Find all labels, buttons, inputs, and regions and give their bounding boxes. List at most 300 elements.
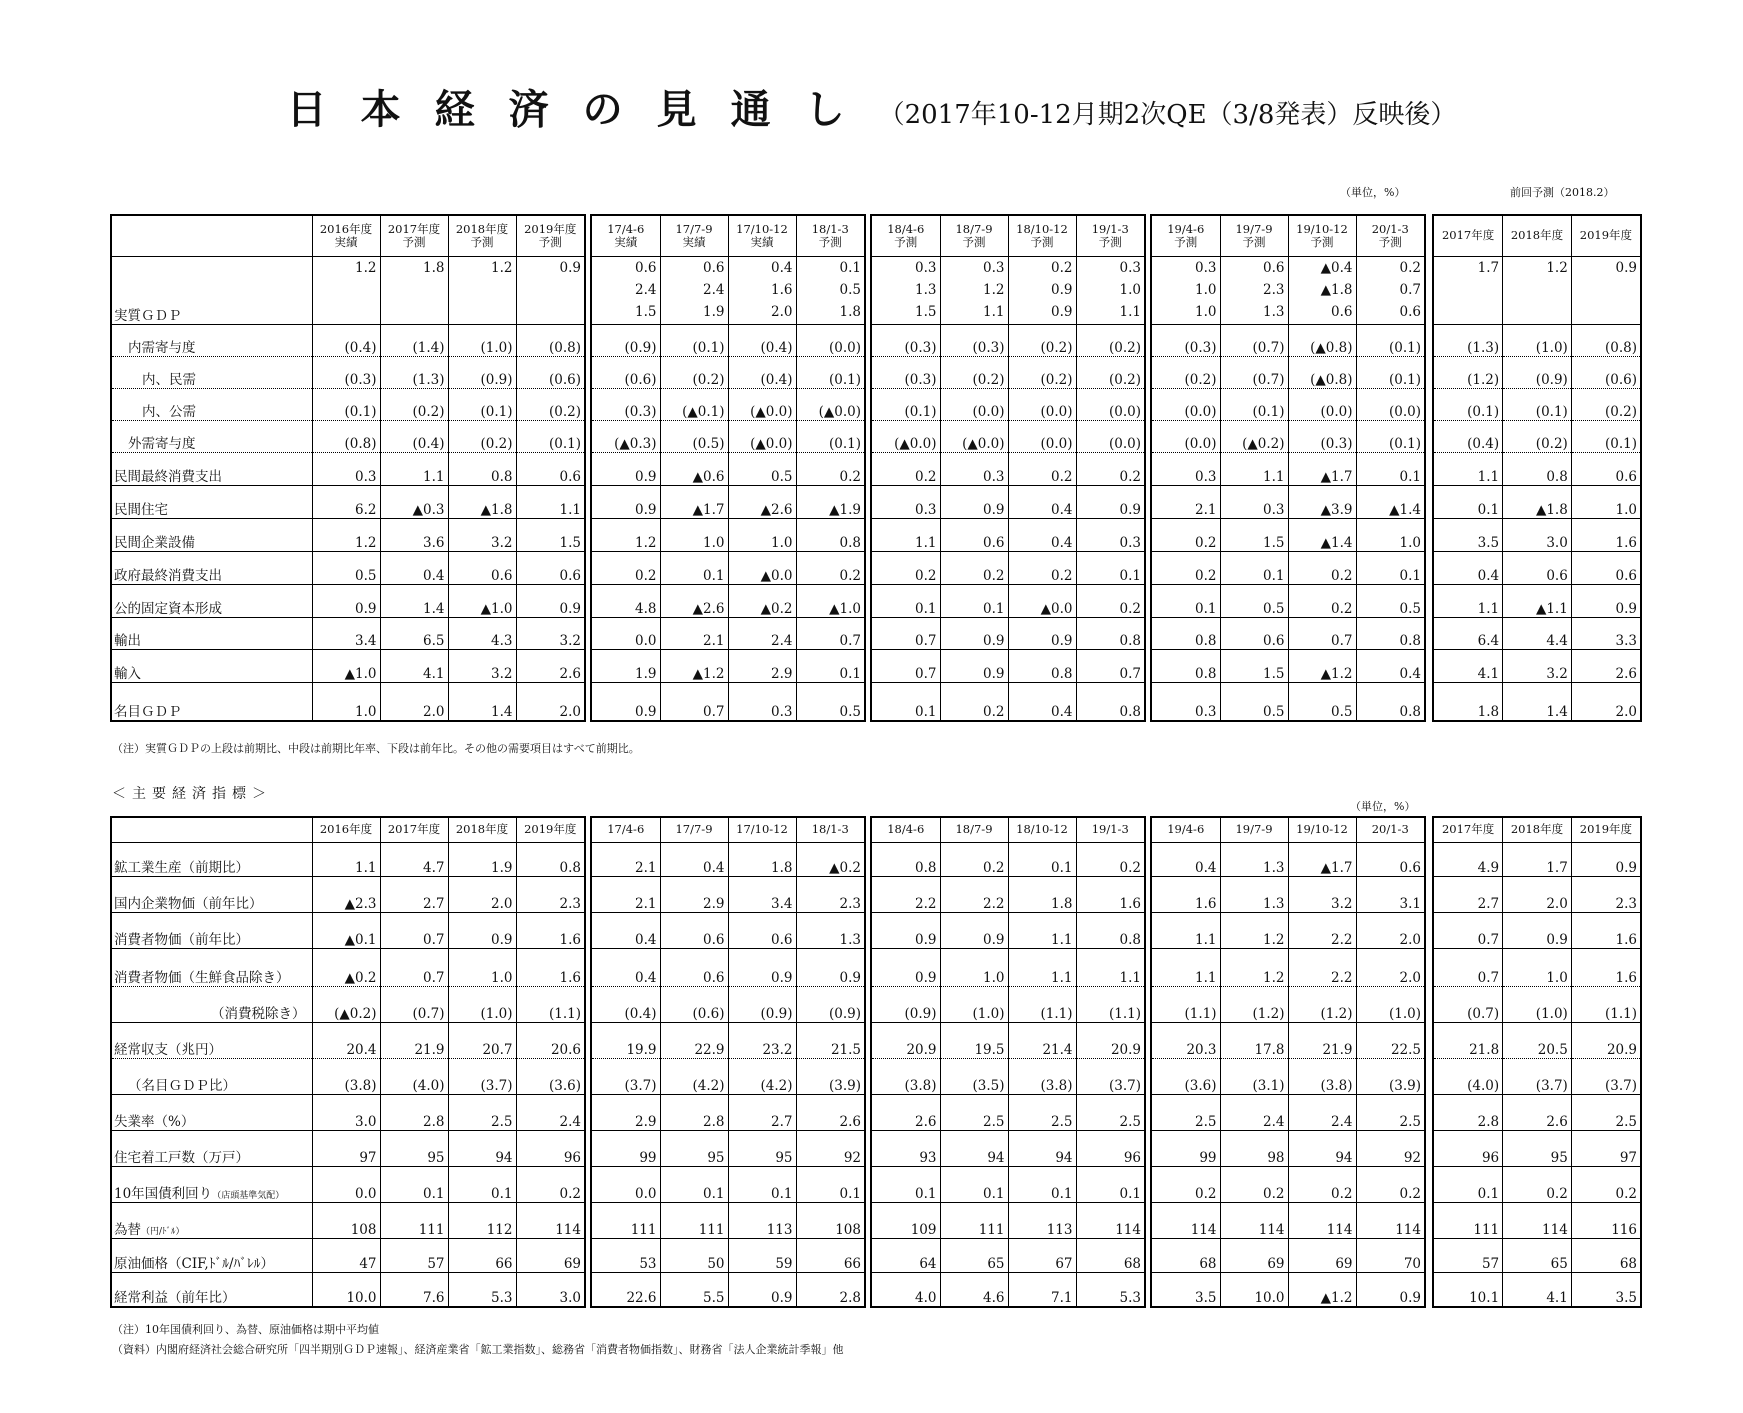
value-cell: (4.0) xyxy=(380,1058,448,1094)
value-cell: (0.8) xyxy=(312,420,380,452)
table-row xyxy=(112,584,584,617)
table-row xyxy=(1434,452,1640,485)
value-cell: 2.5 xyxy=(448,1094,516,1130)
value-cell: 20.9 xyxy=(1571,1022,1640,1058)
value-cell: 57 xyxy=(380,1238,448,1272)
value-line: 1.9 xyxy=(703,303,725,320)
value-cell: 20.5 xyxy=(1503,1022,1572,1058)
value-line: 0.9 xyxy=(559,259,581,276)
value-cell: 2.1 xyxy=(660,617,728,649)
value-cell: (0.3) xyxy=(872,356,940,388)
column-header-period: 17/10-12 xyxy=(736,822,788,837)
row-label xyxy=(112,452,312,485)
table-row xyxy=(592,842,864,876)
value-cell: (0.8) xyxy=(1571,324,1640,356)
value-cell: (▲0.8) xyxy=(1288,324,1356,356)
column-header-type: 実績 xyxy=(750,234,774,249)
value-line: 2.4 xyxy=(703,281,725,298)
value-cell: 0.1 xyxy=(448,1166,516,1202)
value-cell: ▲1.1 xyxy=(1503,584,1572,617)
value-cell: 0.6 xyxy=(1220,617,1288,649)
table-row xyxy=(592,452,864,485)
page-title xyxy=(0,78,1743,135)
value-cell: 0.0 xyxy=(312,1166,380,1202)
value-cell: 50 xyxy=(660,1238,728,1272)
value-cell: 0.9 xyxy=(728,948,796,986)
column-header-period: 2018年度 xyxy=(455,822,509,837)
column-header xyxy=(380,818,448,842)
column-header-period: 17/10-12 xyxy=(736,221,788,236)
value-cell: (1.1) xyxy=(516,986,584,1022)
data-grid xyxy=(1434,818,1640,1307)
table-row xyxy=(1152,912,1424,948)
table-row xyxy=(112,324,584,356)
value-cell: 0.2 xyxy=(1220,1166,1288,1202)
value-cell: 0.7 xyxy=(1434,948,1503,986)
value-cell: 0.1 xyxy=(1076,1166,1144,1202)
value-cell: (0.1) xyxy=(1356,356,1424,388)
table-row xyxy=(112,912,584,948)
table-row xyxy=(592,682,864,720)
value-cell xyxy=(312,256,380,324)
value-cell: 0.8 xyxy=(1152,617,1220,649)
value-cell: (1.0) xyxy=(940,986,1008,1022)
value-cell: 1.1 xyxy=(1152,912,1220,948)
value-cell: (0.2) xyxy=(1571,388,1640,420)
table-row xyxy=(1434,1022,1640,1058)
value-line: 1.8 xyxy=(839,303,861,320)
value-cell: 68 xyxy=(1571,1238,1640,1272)
table-row xyxy=(872,1094,1144,1130)
value-cell: 2.0 xyxy=(380,682,448,720)
value-cell: (▲0.0) xyxy=(796,388,864,420)
value-cell: 2.1 xyxy=(1152,485,1220,518)
value-cell: 99 xyxy=(592,1130,660,1166)
value-line: 1.0 xyxy=(1195,303,1217,320)
table-row xyxy=(872,388,1144,420)
row-label-text: 経常収支（兆円） xyxy=(114,1041,222,1058)
value-cell: 0.1 xyxy=(940,584,1008,617)
value-cell: 1.1 xyxy=(516,485,584,518)
value-cell: 3.1 xyxy=(1356,876,1424,912)
value-cell xyxy=(448,256,516,324)
table-row xyxy=(592,1094,864,1130)
value-cell: 0.3 xyxy=(1152,682,1220,720)
value-cell: 22.6 xyxy=(592,1272,660,1306)
table-row xyxy=(1152,876,1424,912)
row-label xyxy=(112,1272,312,1306)
table-row xyxy=(1152,1058,1424,1094)
value-cell: 1.0 xyxy=(448,948,516,986)
value-cell: 0.8 xyxy=(1076,682,1144,720)
table-row xyxy=(112,356,584,388)
value-cell: (3.7) xyxy=(1076,1058,1144,1094)
column-header-type: 予測 xyxy=(1242,234,1266,249)
value-cell: 0.1 xyxy=(660,1166,728,1202)
value-cell: 64 xyxy=(872,1238,940,1272)
value-cell: 0.2 xyxy=(872,452,940,485)
table-row xyxy=(592,420,864,452)
value-cell: 0.2 xyxy=(872,551,940,584)
value-cell: 6.5 xyxy=(380,617,448,649)
value-cell: 21.9 xyxy=(380,1022,448,1058)
table-row xyxy=(872,256,1144,324)
value-cell: 0.9 xyxy=(1571,584,1640,617)
value-cell: 0.1 xyxy=(1076,551,1144,584)
column-header-period: 2016年度 xyxy=(319,221,373,236)
row-label-text: 消費者物価（前年比） xyxy=(114,931,249,948)
value-cell: (▲0.0) xyxy=(940,420,1008,452)
table-row xyxy=(592,876,864,912)
table-row xyxy=(872,1022,1144,1058)
value-cell: (0.1) xyxy=(1503,388,1572,420)
value-cell: 4.4 xyxy=(1503,617,1572,649)
value-cell: 108 xyxy=(796,1202,864,1238)
table-row xyxy=(112,551,584,584)
value-cell: (0.1) xyxy=(1220,388,1288,420)
value-cell: 0.8 xyxy=(1008,649,1076,682)
value-cell: 0.4 xyxy=(1152,842,1220,876)
column-header-period: 2017年度 xyxy=(1441,822,1495,837)
value-cell: 0.3 xyxy=(1152,452,1220,485)
value-cell: 20.4 xyxy=(312,1022,380,1058)
value-cell: (0.2) xyxy=(448,420,516,452)
value-cell: 2.2 xyxy=(1288,912,1356,948)
value-cell: 0.5 xyxy=(1220,682,1288,720)
value-cell: ▲1.4 xyxy=(1288,518,1356,551)
table-row xyxy=(872,1130,1144,1166)
table-row xyxy=(592,518,864,551)
value-cell: 2.4 xyxy=(1220,1094,1288,1130)
table-row xyxy=(1152,485,1424,518)
table-row xyxy=(872,842,1144,876)
table-row xyxy=(872,420,1144,452)
value-cell: (0.3) xyxy=(312,356,380,388)
column-header-period: 17/7-9 xyxy=(675,822,713,837)
value-cell: 2.8 xyxy=(1434,1094,1503,1130)
value-cell: (0.0) xyxy=(1008,420,1076,452)
table-row xyxy=(1152,518,1424,551)
value-cell: (0.7) xyxy=(1220,356,1288,388)
value-line: 2.3 xyxy=(1263,281,1285,298)
value-cell: 0.8 xyxy=(1076,912,1144,948)
value-cell: 1.0 xyxy=(940,948,1008,986)
value-cell: (3.7) xyxy=(1571,1058,1640,1094)
column-header-period: 18/1-3 xyxy=(811,822,849,837)
value-cell: 21.4 xyxy=(1008,1022,1076,1058)
column-header xyxy=(312,216,380,256)
column-header xyxy=(312,818,380,842)
value-cell: 10.0 xyxy=(1220,1272,1288,1306)
column-header-period: 2019年度 xyxy=(1579,228,1633,243)
value-cell: 0.2 xyxy=(516,1166,584,1202)
value-cell: 0.2 xyxy=(940,842,1008,876)
value-cell: 21.9 xyxy=(1288,1022,1356,1058)
table-row xyxy=(112,649,584,682)
value-cell: 1.1 xyxy=(1008,948,1076,986)
header-corner xyxy=(112,818,312,842)
value-cell: 95 xyxy=(660,1130,728,1166)
note-sources: （資料）内閣府経済社会総合研究所「四半期別ＧＤＰ速報」、経済産業省「鉱工業指数」、総務省「消費者物価指数」、財務省「法人企業統計季報」他 xyxy=(112,1343,844,1356)
value-cell: 2.4 xyxy=(1288,1094,1356,1130)
table-block xyxy=(592,216,864,721)
value-cell: 2.6 xyxy=(872,1094,940,1130)
table-row xyxy=(872,1202,1144,1238)
table-row xyxy=(1152,256,1424,324)
column-header xyxy=(1434,216,1503,256)
value-cell: (0.6) xyxy=(1571,356,1640,388)
data-grid xyxy=(1152,818,1424,1307)
value-cell: 21.5 xyxy=(796,1022,864,1058)
value-cell xyxy=(380,256,448,324)
value-cell: ▲3.9 xyxy=(1288,485,1356,518)
value-cell: 0.9 xyxy=(592,682,660,720)
value-cell: (0.3) xyxy=(872,324,940,356)
value-cell xyxy=(1288,256,1356,324)
column-header-period: 2019年度 xyxy=(524,221,577,236)
column-header-period: 18/10-12 xyxy=(1016,221,1068,236)
value-cell: 19.9 xyxy=(592,1022,660,1058)
value-cell: ▲0.0 xyxy=(1008,584,1076,617)
table-block xyxy=(112,818,584,1307)
value-line: 1.2 xyxy=(983,281,1005,298)
value-cell: 1.8 xyxy=(728,842,796,876)
column-header-period: 18/10-12 xyxy=(1016,822,1068,837)
value-cell: 0.5 xyxy=(1220,584,1288,617)
value-line: 1.5 xyxy=(635,303,657,320)
value-cell: 2.8 xyxy=(660,1094,728,1130)
value-cell: 0.9 xyxy=(940,485,1008,518)
table-row xyxy=(112,1272,584,1306)
value-cell: 0.4 xyxy=(1008,485,1076,518)
value-cell: 1.6 xyxy=(1076,876,1144,912)
title-sub: （2017年10-12月期2次QE（3/8発表）反映後） xyxy=(878,100,1457,130)
value-cell: (3.8) xyxy=(1008,1058,1076,1094)
value-cell: 20.9 xyxy=(872,1022,940,1058)
column-header-period: 18/4-6 xyxy=(887,221,925,236)
value-line: 1.7 xyxy=(1477,259,1500,276)
value-cell: 57 xyxy=(1434,1238,1503,1272)
value-cell: 0.3 xyxy=(312,452,380,485)
value-line: 1.6 xyxy=(771,281,793,298)
value-cell: 96 xyxy=(1434,1130,1503,1166)
value-cell: 97 xyxy=(312,1130,380,1166)
value-cell: 2.8 xyxy=(796,1272,864,1306)
value-cell: 0.2 xyxy=(592,551,660,584)
column-header-period: 19/4-6 xyxy=(1167,822,1205,837)
value-cell: 3.4 xyxy=(312,617,380,649)
row-label xyxy=(112,986,312,1022)
value-cell: ▲0.2 xyxy=(312,948,380,986)
table-row xyxy=(1152,1094,1424,1130)
value-cell: 2.9 xyxy=(660,876,728,912)
column-header xyxy=(1356,818,1424,842)
value-cell: 2.0 xyxy=(1356,912,1424,948)
value-cell: (4.0) xyxy=(1434,1058,1503,1094)
table-row xyxy=(1152,356,1424,388)
data-grid xyxy=(872,216,1144,721)
row-label-text: （消費税除き） xyxy=(211,1005,306,1022)
value-cell: (▲0.2) xyxy=(1220,420,1288,452)
value-cell: 0.7 xyxy=(380,912,448,948)
value-cell: (0.1) xyxy=(796,420,864,452)
value-cell: 0.7 xyxy=(796,617,864,649)
column-header-period: 2016年度 xyxy=(319,822,373,837)
table-block xyxy=(872,216,1144,721)
table-row xyxy=(1434,1094,1640,1130)
column-header-period: 18/7-9 xyxy=(955,221,993,236)
column-header-type: 予測 xyxy=(1174,234,1198,249)
row-label xyxy=(112,876,312,912)
column-header xyxy=(1152,818,1220,842)
value-cell: 22.5 xyxy=(1356,1022,1424,1058)
value-cell: 0.7 xyxy=(660,682,728,720)
value-line: 1.8 xyxy=(423,259,445,276)
value-cell: 66 xyxy=(448,1238,516,1272)
value-cell: 6.2 xyxy=(312,485,380,518)
column-header xyxy=(728,818,796,842)
value-cell: 1.8 xyxy=(1008,876,1076,912)
value-cell: (4.2) xyxy=(660,1058,728,1094)
value-cell: 0.2 xyxy=(940,551,1008,584)
value-cell: 2.7 xyxy=(728,1094,796,1130)
table-row xyxy=(1434,876,1640,912)
value-cell: 114 xyxy=(1288,1202,1356,1238)
value-cell: 2.7 xyxy=(380,876,448,912)
table-row xyxy=(112,388,584,420)
value-cell: 4.3 xyxy=(448,617,516,649)
table-row xyxy=(592,551,864,584)
value-cell: 0.8 xyxy=(1503,452,1572,485)
value-line: 1.3 xyxy=(915,281,937,298)
table-row xyxy=(1434,912,1640,948)
table-row xyxy=(112,1094,584,1130)
table-row xyxy=(872,649,1144,682)
column-header xyxy=(1571,216,1640,256)
value-cell: (0.2) xyxy=(1152,356,1220,388)
row-label-text: 内、公需 xyxy=(142,403,196,420)
value-cell: (0.9) xyxy=(1503,356,1572,388)
title-main: 日本経済の見通し xyxy=(286,86,879,133)
value-cell: 1.2 xyxy=(1220,912,1288,948)
column-header-period: 19/4-6 xyxy=(1167,221,1205,236)
value-cell: (0.2) xyxy=(516,388,584,420)
value-line: 1.2 xyxy=(491,259,513,276)
column-header xyxy=(516,818,584,842)
value-cell: 1.5 xyxy=(1220,518,1288,551)
value-cell: ▲1.9 xyxy=(796,485,864,518)
table-row xyxy=(592,1202,864,1238)
column-header xyxy=(1076,216,1144,256)
table-row xyxy=(1152,1022,1424,1058)
value-cell: (1.0) xyxy=(448,324,516,356)
value-line: 0.3 xyxy=(1195,259,1217,276)
table-row xyxy=(872,584,1144,617)
row-label xyxy=(112,324,312,356)
value-cell: 2.5 xyxy=(1571,1094,1640,1130)
table-row xyxy=(112,518,584,551)
unit-label-2: （単位，%） xyxy=(1350,800,1416,813)
value-cell: (0.0) xyxy=(940,388,1008,420)
value-cell: 1.3 xyxy=(1220,842,1288,876)
table-row xyxy=(1152,584,1424,617)
value-cell: 0.8 xyxy=(1356,682,1424,720)
value-cell: 4.1 xyxy=(1434,649,1503,682)
value-cell xyxy=(660,256,728,324)
value-cell: (4.2) xyxy=(728,1058,796,1094)
value-cell: 2.0 xyxy=(516,682,584,720)
value-cell: (0.0) xyxy=(1008,388,1076,420)
value-cell: 1.1 xyxy=(1076,948,1144,986)
value-cell: 0.1 xyxy=(872,682,940,720)
value-cell: 1.1 xyxy=(872,518,940,551)
value-cell xyxy=(796,256,864,324)
table-block xyxy=(1152,216,1424,721)
value-cell: 2.8 xyxy=(380,1094,448,1130)
value-cell: (0.7) xyxy=(380,986,448,1022)
value-cell: 97 xyxy=(1571,1130,1640,1166)
value-cell: (0.9) xyxy=(872,986,940,1022)
table-row xyxy=(1434,1238,1640,1272)
table-row xyxy=(1434,1202,1640,1238)
value-cell: 0.9 xyxy=(592,452,660,485)
value-cell: (1.2) xyxy=(1288,986,1356,1022)
row-label-text: （名目ＧＤＰ比） xyxy=(128,1077,236,1094)
value-cell: 2.2 xyxy=(872,876,940,912)
value-cell: (1.3) xyxy=(380,356,448,388)
table-row xyxy=(592,388,864,420)
value-cell: 4.9 xyxy=(1434,842,1503,876)
column-header xyxy=(1356,216,1424,256)
value-cell: 5.3 xyxy=(1076,1272,1144,1306)
value-cell: 1.1 xyxy=(1220,452,1288,485)
column-header-period: 2017年度 xyxy=(387,221,441,236)
value-cell: (0.4) xyxy=(312,324,380,356)
value-cell: (3.7) xyxy=(1503,1058,1572,1094)
value-cell: 0.6 xyxy=(516,452,584,485)
column-header-period: 2019年度 xyxy=(1579,822,1633,837)
value-cell: 114 xyxy=(1076,1202,1144,1238)
value-cell: (0.2) xyxy=(1503,420,1572,452)
value-cell: 92 xyxy=(1356,1130,1424,1166)
value-cell: (1.2) xyxy=(1220,986,1288,1022)
value-cell: (1.2) xyxy=(1434,356,1503,388)
value-cell xyxy=(872,256,940,324)
section-title-indicators: ＜主要経済指標＞ xyxy=(112,786,272,802)
value-cell: 0.9 xyxy=(448,912,516,948)
table-row xyxy=(872,551,1144,584)
value-cell: 2.4 xyxy=(516,1094,584,1130)
table-row xyxy=(1434,682,1640,720)
value-cell xyxy=(1503,256,1572,324)
column-header xyxy=(872,818,940,842)
value-cell: 1.4 xyxy=(1503,682,1572,720)
value-cell: 1.0 xyxy=(728,518,796,551)
value-line: ▲0.4 xyxy=(1320,259,1353,276)
table-row xyxy=(592,1272,864,1306)
value-cell: 3.2 xyxy=(516,617,584,649)
table-row xyxy=(592,1166,864,1202)
table-row xyxy=(592,617,864,649)
table-block xyxy=(1152,818,1424,1307)
value-cell: 4.1 xyxy=(1503,1272,1572,1306)
table-row xyxy=(872,1166,1144,1202)
value-cell: 0.3 xyxy=(728,682,796,720)
value-cell: 69 xyxy=(1220,1238,1288,1272)
column-header-type: 予測 xyxy=(894,234,918,249)
column-header xyxy=(1288,818,1356,842)
header-row xyxy=(112,818,584,842)
